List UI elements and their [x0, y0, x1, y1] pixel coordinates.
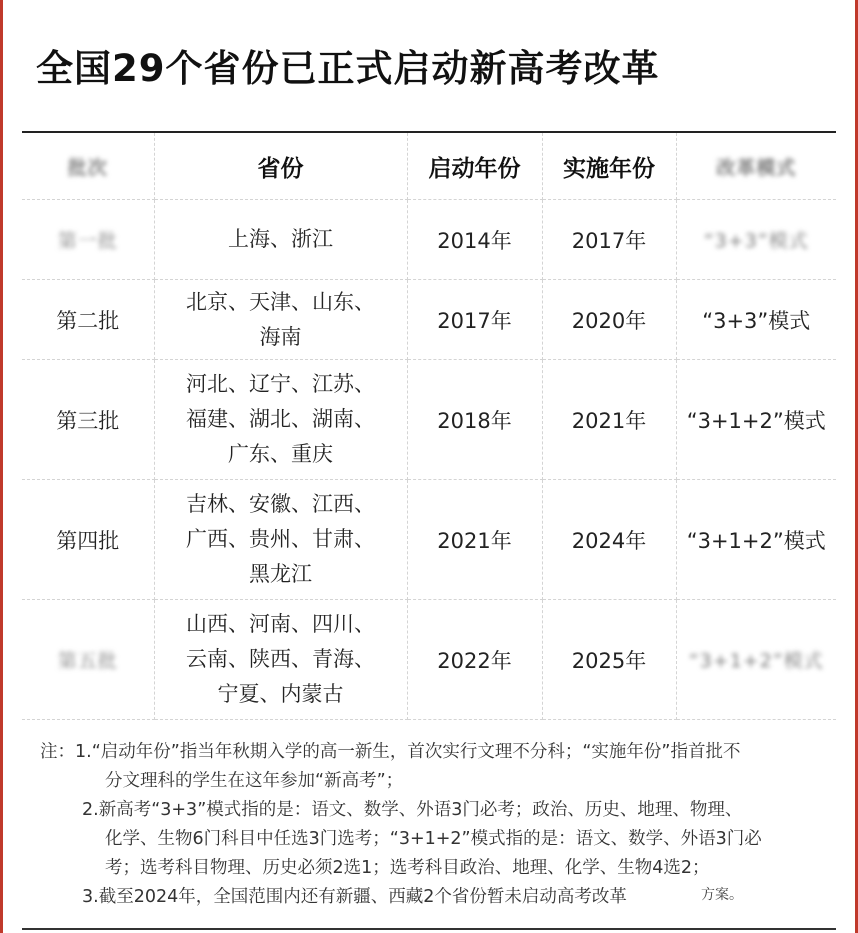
header-start-year: 启动年份 [407, 133, 542, 200]
note-2-line-3: 考；选考科目物理、历史必须2选1；选考科目政治、地理、化学、生物4选2； [105, 858, 710, 878]
impl-year-cell: 2021年 [542, 360, 676, 480]
province-cell: 山西、河南、四川、 云南、陕西、青海、 宁夏、内蒙古 [154, 600, 407, 720]
note-1-line-1: 注：1.“启动年份”指当年秋期入学的高一新生，首次实行文理不分科；“实施年份”指首批不 [40, 742, 741, 762]
mode-cell: “3+1+2”模式 [676, 360, 836, 480]
note-2-line-2: 化学、生物6门科目中任选3门选考；“3+1+2”模式指的是：语文、数学、外语3门必 [105, 829, 762, 849]
footer-rule [22, 928, 836, 930]
impl-year-cell: 2025年 [542, 600, 676, 720]
batch-cell: 第五批 [22, 600, 154, 720]
note-2-line-1: 2.新高考“3+3”模式指的是：语文、数学、外语3门必考；政治、历史、地理、物理、 [82, 800, 743, 820]
note-1-line-2: 分文理科的学生在这年参加“新高考”； [105, 771, 404, 791]
stamp-text: 方案。 [701, 887, 743, 903]
table-row [22, 480, 836, 600]
mode-cell: “3+3”模式 [676, 280, 836, 360]
header-province: 省份 [154, 133, 407, 200]
left-frame-border [0, 0, 3, 933]
page-title: 全国29个省份已正式启动新高考改革 [36, 47, 660, 90]
province-cell: 上海、浙江 [154, 200, 407, 280]
impl-year-cell: 2017年 [542, 200, 676, 280]
province-cell: 北京、天津、山东、 海南 [154, 280, 407, 360]
table-row [22, 360, 836, 480]
province-cell: 吉林、安徽、江西、 广西、贵州、甘肃、 黑龙江 [154, 480, 407, 600]
reform-table [22, 133, 836, 720]
start-year-cell: 2014年 [407, 200, 542, 280]
mode-cell: “3+1+2”模式 [676, 600, 836, 720]
start-year-cell: 2021年 [407, 480, 542, 600]
start-year-cell: 2017年 [407, 280, 542, 360]
impl-year-cell: 2020年 [542, 280, 676, 360]
note-3: 3.截至2024年，全国范围内还有新疆、西藏2个省份暂未启动高考改革 [82, 887, 627, 907]
header-batch: 批次 [22, 133, 154, 200]
impl-year-cell: 2024年 [542, 480, 676, 600]
header-mode: 改革模式 [676, 133, 836, 200]
batch-cell: 第三批 [22, 360, 154, 480]
table-header-row [22, 133, 836, 200]
mode-cell: “3+3”模式 [676, 200, 836, 280]
batch-cell: 第一批 [22, 200, 154, 280]
start-year-cell: 2018年 [407, 360, 542, 480]
table-row [22, 280, 836, 360]
header-impl-year: 实施年份 [542, 133, 676, 200]
table-row [22, 200, 836, 280]
batch-cell: 第二批 [22, 280, 154, 360]
province-cell: 河北、辽宁、江苏、 福建、湖北、湖南、 广东、重庆 [154, 360, 407, 480]
batch-cell: 第四批 [22, 480, 154, 600]
mode-cell: “3+1+2”模式 [676, 480, 836, 600]
table-row [22, 600, 836, 720]
start-year-cell: 2022年 [407, 600, 542, 720]
